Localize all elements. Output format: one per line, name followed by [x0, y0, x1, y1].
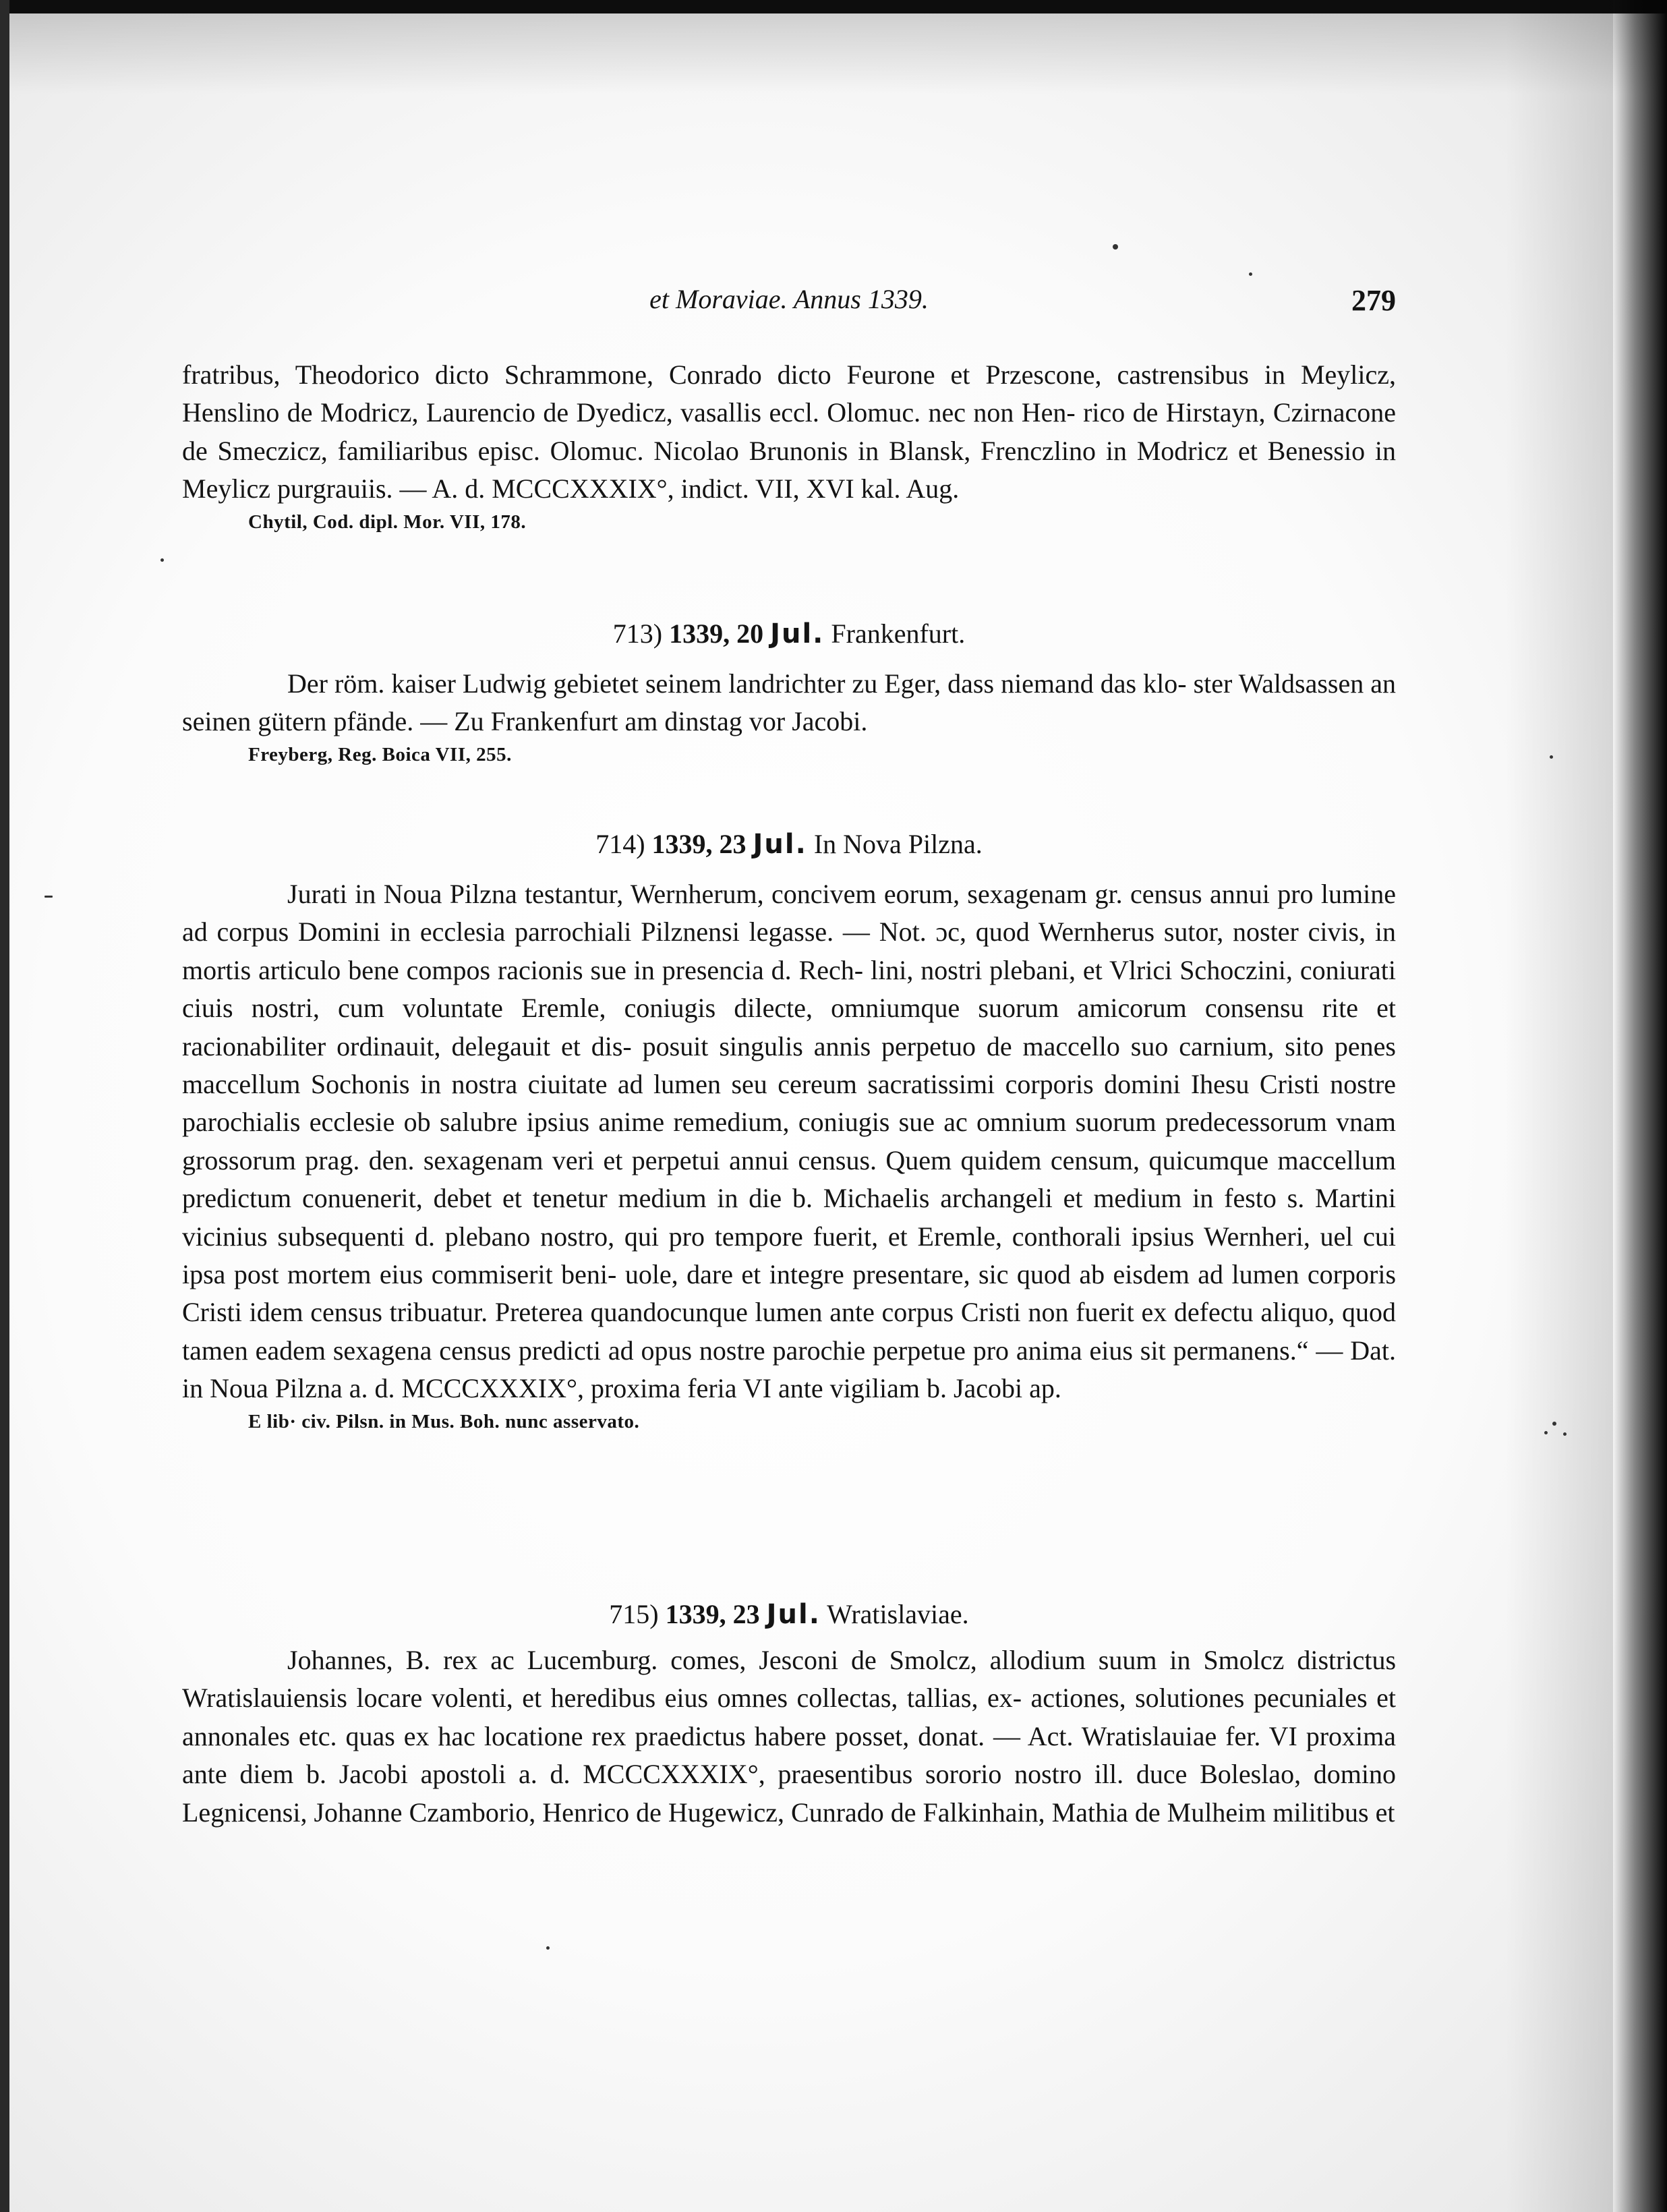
entry-place: In Nova Pilzna. [813, 829, 983, 859]
scan-edge-top [0, 0, 1667, 13]
entry-month: Jul. [770, 618, 825, 649]
entry-text: Der röm. kaiser Ludwig gebietet seinem landrichter zu Eger, dass niemand das klo- ster Waldsassen an seinen gütern pfände. — Zu Frankenfurt am dinstag vor Jacobi. [182, 668, 1397, 737]
scan-edge-left [0, 0, 9, 2212]
source-citation: Freyberg, Reg. Boica VII, 255. [248, 743, 512, 765]
entry-date: 1339, 23 [651, 829, 747, 859]
entry-text: Johannes, B. rex ac Lucemburg. comes, Jesconi de Smolcz, allodium suum in Smolcz districtus Wratislauiensis locare volenti, et heredibus eius omnes collectas, tallias, ex- actiones, solutiones pecuniales et annonales etc. quas ex hac locatione rex praedictus habere posset, donat. — Act. Wratislauiae fer. VI proxima ante diem b. Jacobi apostoli a. d. MCCCXXXIX°, praesentibus sororio nostro ill. duce Boleslao, domino Legnicensi, Johanne Czamborio, Henrico de Hugewicz, Cunrado de Falkinhain, Mathia de Mulheim militibus et [182, 1645, 1397, 1828]
entry-number: 713) [612, 618, 663, 649]
source-citation: E lib· civ. Pilsn. in Mus. Boh. nunc asservato. [248, 1410, 640, 1432]
page-number: 279 [1351, 284, 1396, 317]
scan-shadow-top [0, 13, 1667, 94]
entry-714 [182, 825, 1396, 1435]
continuation-block [182, 356, 1396, 535]
continuation-text: fratribus, Theodorico dicto Schrammone, Conrado dicto Feurone et Przescone, castrensibus in Meylicz, Henslino de Modricz, Laurencio de Dyedicz, vasallis eccl. Olomuc. nec non Hen- rico de Hirstayn, Czirnacone de Smeczicz, familiaribus episc. Olomuc. Nicolao Brunonis in Blansk, Frenczlino in Modricz et Benessio in Meylicz purgrauiis. — A. d. MCCCXXXIX°, indict. VII, XVI kal. Aug. [182, 359, 1397, 504]
entry-date: 1339, 23 [665, 1599, 760, 1629]
entry-heading [182, 825, 1396, 863]
entry-heading [182, 615, 1396, 653]
entry-date: 1339, 20 [669, 618, 764, 649]
source-citation: Chytil, Cod. dipl. Mor. VII, 178. [248, 511, 527, 533]
entry-heading [182, 1596, 1396, 1633]
entry-place: Frankenfurt. [831, 618, 966, 649]
scan-shadow-right [1505, 0, 1613, 2212]
entry-month: Jul. [753, 829, 807, 860]
entry-text: Jurati in Noua Pilzna testantur, Wernherum, concivem eorum, sexagenam gr. census annui pro lumine ad corpus Domini in ecclesia parrochiali Pilznensi legasse. — Not. ɔc, quod Wernherus sutor, noster civis, in mortis articulo bene compos racionis sue in presencia d. Rech- lini, nostri plebani, et Vlrici Schoczini, coniurati ciuis nostri, cum voluntate Eremle, coniugis dilecte, omniumque suorum amicorum consensu rite et racionabiliter ordinauit, delegauit et dis- posuit singulis annis perpetuo de maccello suo carnium, sito penes maccellum Sochonis in nostra ciuitate ad lumen seu cereum sacratissimi corporis domini Ihesu Cristi nostre parochialis ecclesie ob salubre ipsius anime remedium, coniugis sue ac omnium suorum predecessorum vnam grossorum prag. den. sexagenam veri et perpetui annui census. Quem quidem censum, quicumque maccellum predictum conuenerit, debet et tenetur medium in die b. Michaelis archangeli et medium in festo s. Martini vicinius subsequenti d. plebano nostro, qui pro tempore fuerit, et Eremle, conthorali ipsius Wernheri, uel cui ipsa post mortem eius commiserit beni- uole, dare et integre presentare, sic quod ab eisdem ad lumen corporis Cristi idem census tribuatur. Preterea quandocunque lumen ante corpus Cristi non fuerit ex defectu aliquo, quod tamen eadem sexagena census predicti ad opus nostre parochie perpetue pro anima eius sit permanens.“ — Dat. in Noua Pilzna a. d. MCCCXXXIX°, proxima feria VI ante vigiliam b. Jacobi ap. [182, 879, 1397, 1404]
entry-place: Wratislaviae. [827, 1599, 969, 1629]
scan-edge-right [1613, 0, 1667, 2212]
entry-number: 714) [595, 829, 645, 859]
running-head [182, 283, 1396, 324]
entry-month: Jul. [766, 1599, 821, 1630]
entry-715 [182, 1596, 1396, 1832]
entry-number: 715) [609, 1599, 659, 1629]
entry-713 [182, 615, 1396, 768]
running-title: et Moraviae. Annus 1339. [649, 284, 929, 314]
